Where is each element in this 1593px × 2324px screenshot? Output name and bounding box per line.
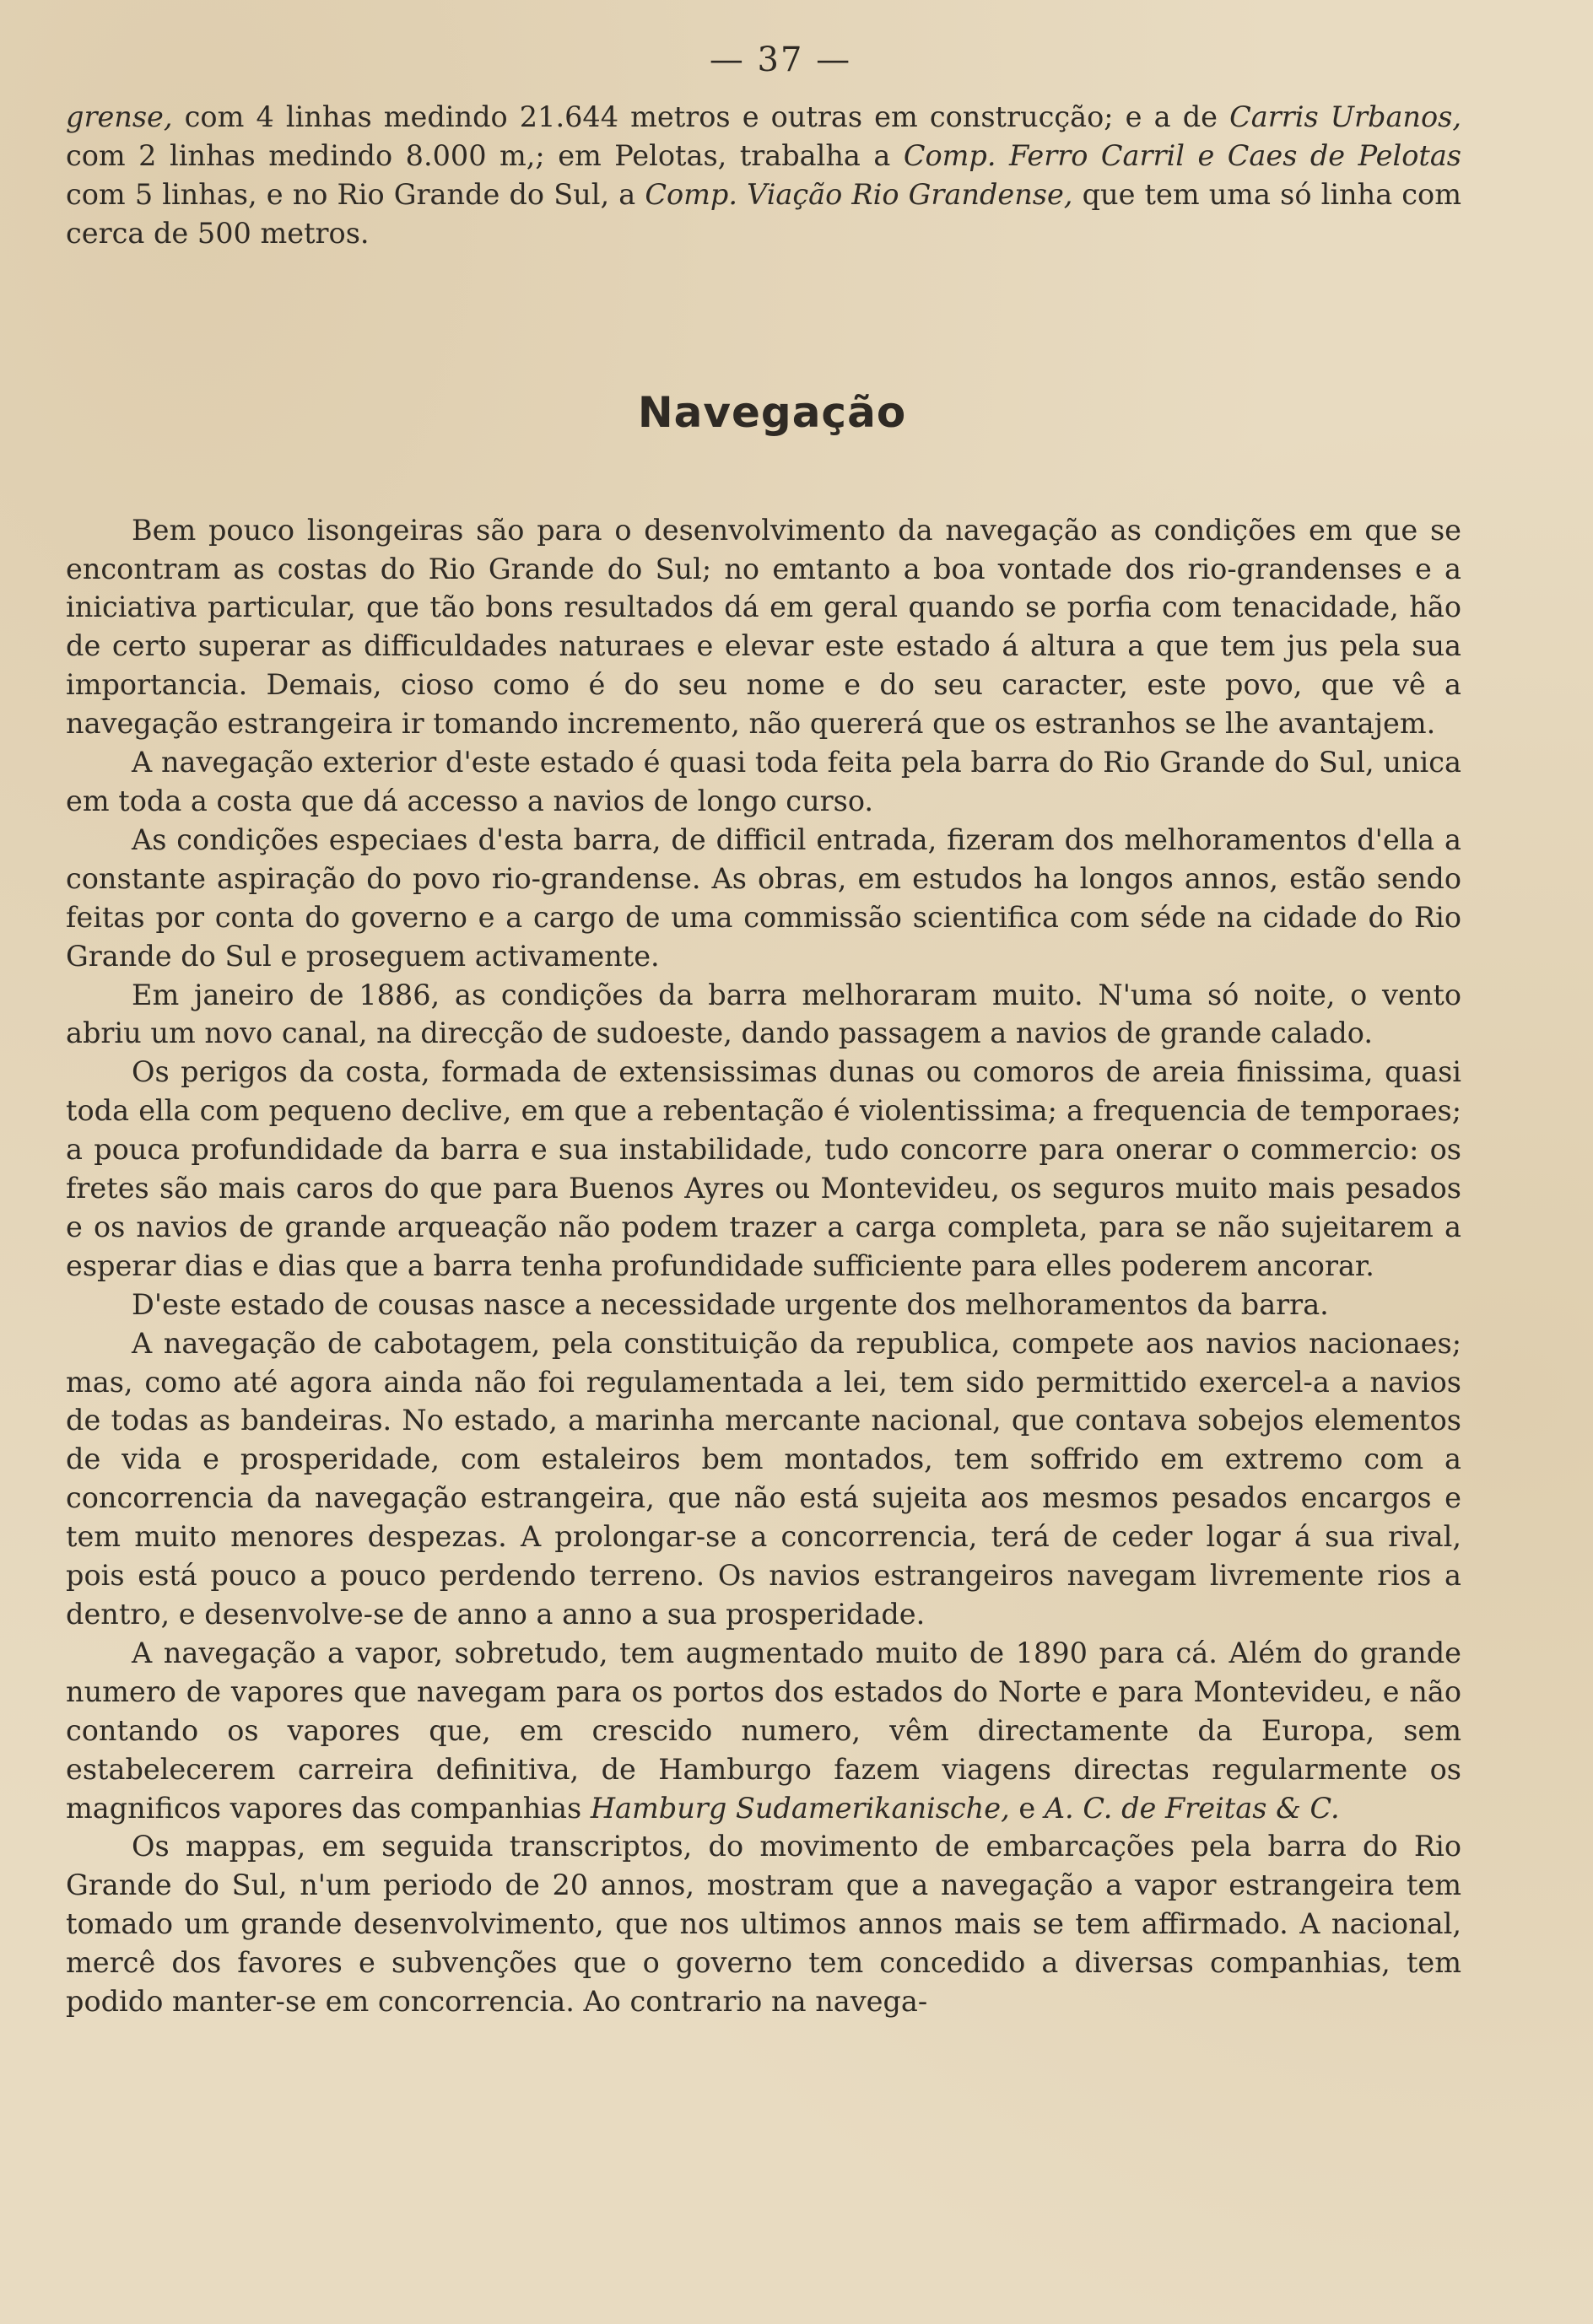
paragraph-5: Os perigos da costa, formada de extensissimas dunas ou comoros de areia finissima, quasi toda ella com pequeno declive, em que a rebentação é violentissima; a frequencia de temporaes; a pouca profundidade da barra e sua instabilidade, tudo concorre para onerar o commercio: os fretes são mais caros do que para Buenos Ayres ou Montevideu, os seguros muito mais pesados e os navios de grande arqueação não podem trazer a carga completa, para se não sujeitarem a esperar dias e dias que a barra tenha profundidade sufficiente para elles poderem ancorar. [66,1055,1461,1282]
paragraph-3: As condições especiaes d'esta barra, de difficil entrada, fizeram dos melhoramentos d'ella a constante aspiração do povo rio-grandense. As obras, em estudos ha longos annos, estão sendo feitas por conta do governo e a cargo de uma commissão scientifica com séde na cidade do Rio Grande do Sul e proseguem activamente. [66,822,1461,973]
intro-text: que tem uma só linha com cerca de 500 metros. [66,177,1461,250]
intro-text: com 2 linhas medindo 8.000 m,; em Pelotas, trabalha a [66,138,904,172]
paragraph-7: A navegação de cabotagem, pela constituição da republica, compete aos navios nacionaes; mas, como até agora ainda não foi regulamentada a lei, tem sido permittido exercel-a a navios de todas as bandeiras. No estado, a marinha mercante nacional, que contava sobejos elementos de vida e prosperidade, com estaleiros bem montados, tem soffrido em extremo com a concorrencia da navegação estrangeira, que não está sujeita aos mesmos pesados encargos e tem muito menores despezas. A prolongar-se a concorrencia, terá de ceder logar á sua rival, pois está pouco a pouco perdendo terreno. Os navios estrangeiros navegam livremente rios a dentro, e desenvolve-se de anno a anno a sua prosperidade. [66,1326,1461,1631]
paragraph-9: Os mappas, em seguida transcriptos, do movimento de embarcações pela barra do Rio Grande do Sul, n'um periodo de 20 annos, mostram que a navegação a vapor estrangeira tem tomado um grande desenvolvimento, que nos ultimos annos mais se tem affirmado. A nacional, mercê dos favores e subvenções que o governo tem concedido a diversas companhias, tem podido manter-se em concorrencia. Ao contrario na navega- [66,1830,1461,2019]
paragraph-6: D'este estado de cousas nasce a necessidade urgente dos melhoramentos da barra. [132,1287,1329,1321]
page-number: — 37 — [709,40,852,79]
paragraph-8 [66,1634,1461,1828]
intro-paragraph [66,98,1461,253]
italic-term: A. C. de Freitas & C. [1044,1791,1340,1825]
section-title: Navegação [637,387,907,437]
italic-term: grense, [66,100,173,133]
paragraph-text: e [1009,1791,1045,1825]
paragraph-2: A navegação exterior d'este estado é quasi toda feita pela barra do Rio Grande do Sul, unica em toda a costa que dá accesso a navios de longo curso. [66,746,1461,817]
paragraph-1: Bem pouco lisongeiras são para o desenvolvimento da navegação as condições em que se encontram as costas do Rio Grande do Sul; no emtanto a boa vontade dos rio-grandenses e a iniciativa particular, que tão bons resultados dá em geral quando se porfia com tenacidade, hão de certo superar as difficuldades naturaes e elevar este estado á altura a que tem jus pela sua importancia. Demais, cioso como é do seu nome e do seu caracter, este povo, que vê a navegação estrangeira ir tomando incremento, não quererá que os estranhos se lhe avantajem. [66,513,1461,741]
italic-term: Hamburg Sudamerikanische, [590,1791,1010,1825]
italic-term: Carris Urbanos, [1229,100,1461,133]
italic-term: Comp. Ferro Carril e Caes de Pelotas [903,138,1461,172]
intro-text: com 5 linhas, e no Rio Grande do Sul, a [66,177,645,211]
intro-text: com 4 linhas medindo 21.644 metros e outras em construcção; e a de [172,100,1230,133]
paragraph-4: Em janeiro de 1886, as condições da barra melhoraram muito. N'uma só noite, o vento abriu um novo canal, na direcção de sudoeste, dando passagem a navios de grande calado. [66,978,1461,1050]
italic-term: Comp. Viação Rio Grandense, [645,177,1073,211]
paragraph-text: A navegação a vapor, sobretudo, tem augmentado muito de 1890 para cá. Além do grande numero de vapores que navegam para os portos dos estados do Norte e para Montevideu, e não contando os vapores que, em crescido numero, vêm directamente da Europa, sem estabelecerem carreira definitiva, de Hamburgo fazem viagens directas regularmente os magnificos vapores das companhias [66,1636,1461,1825]
